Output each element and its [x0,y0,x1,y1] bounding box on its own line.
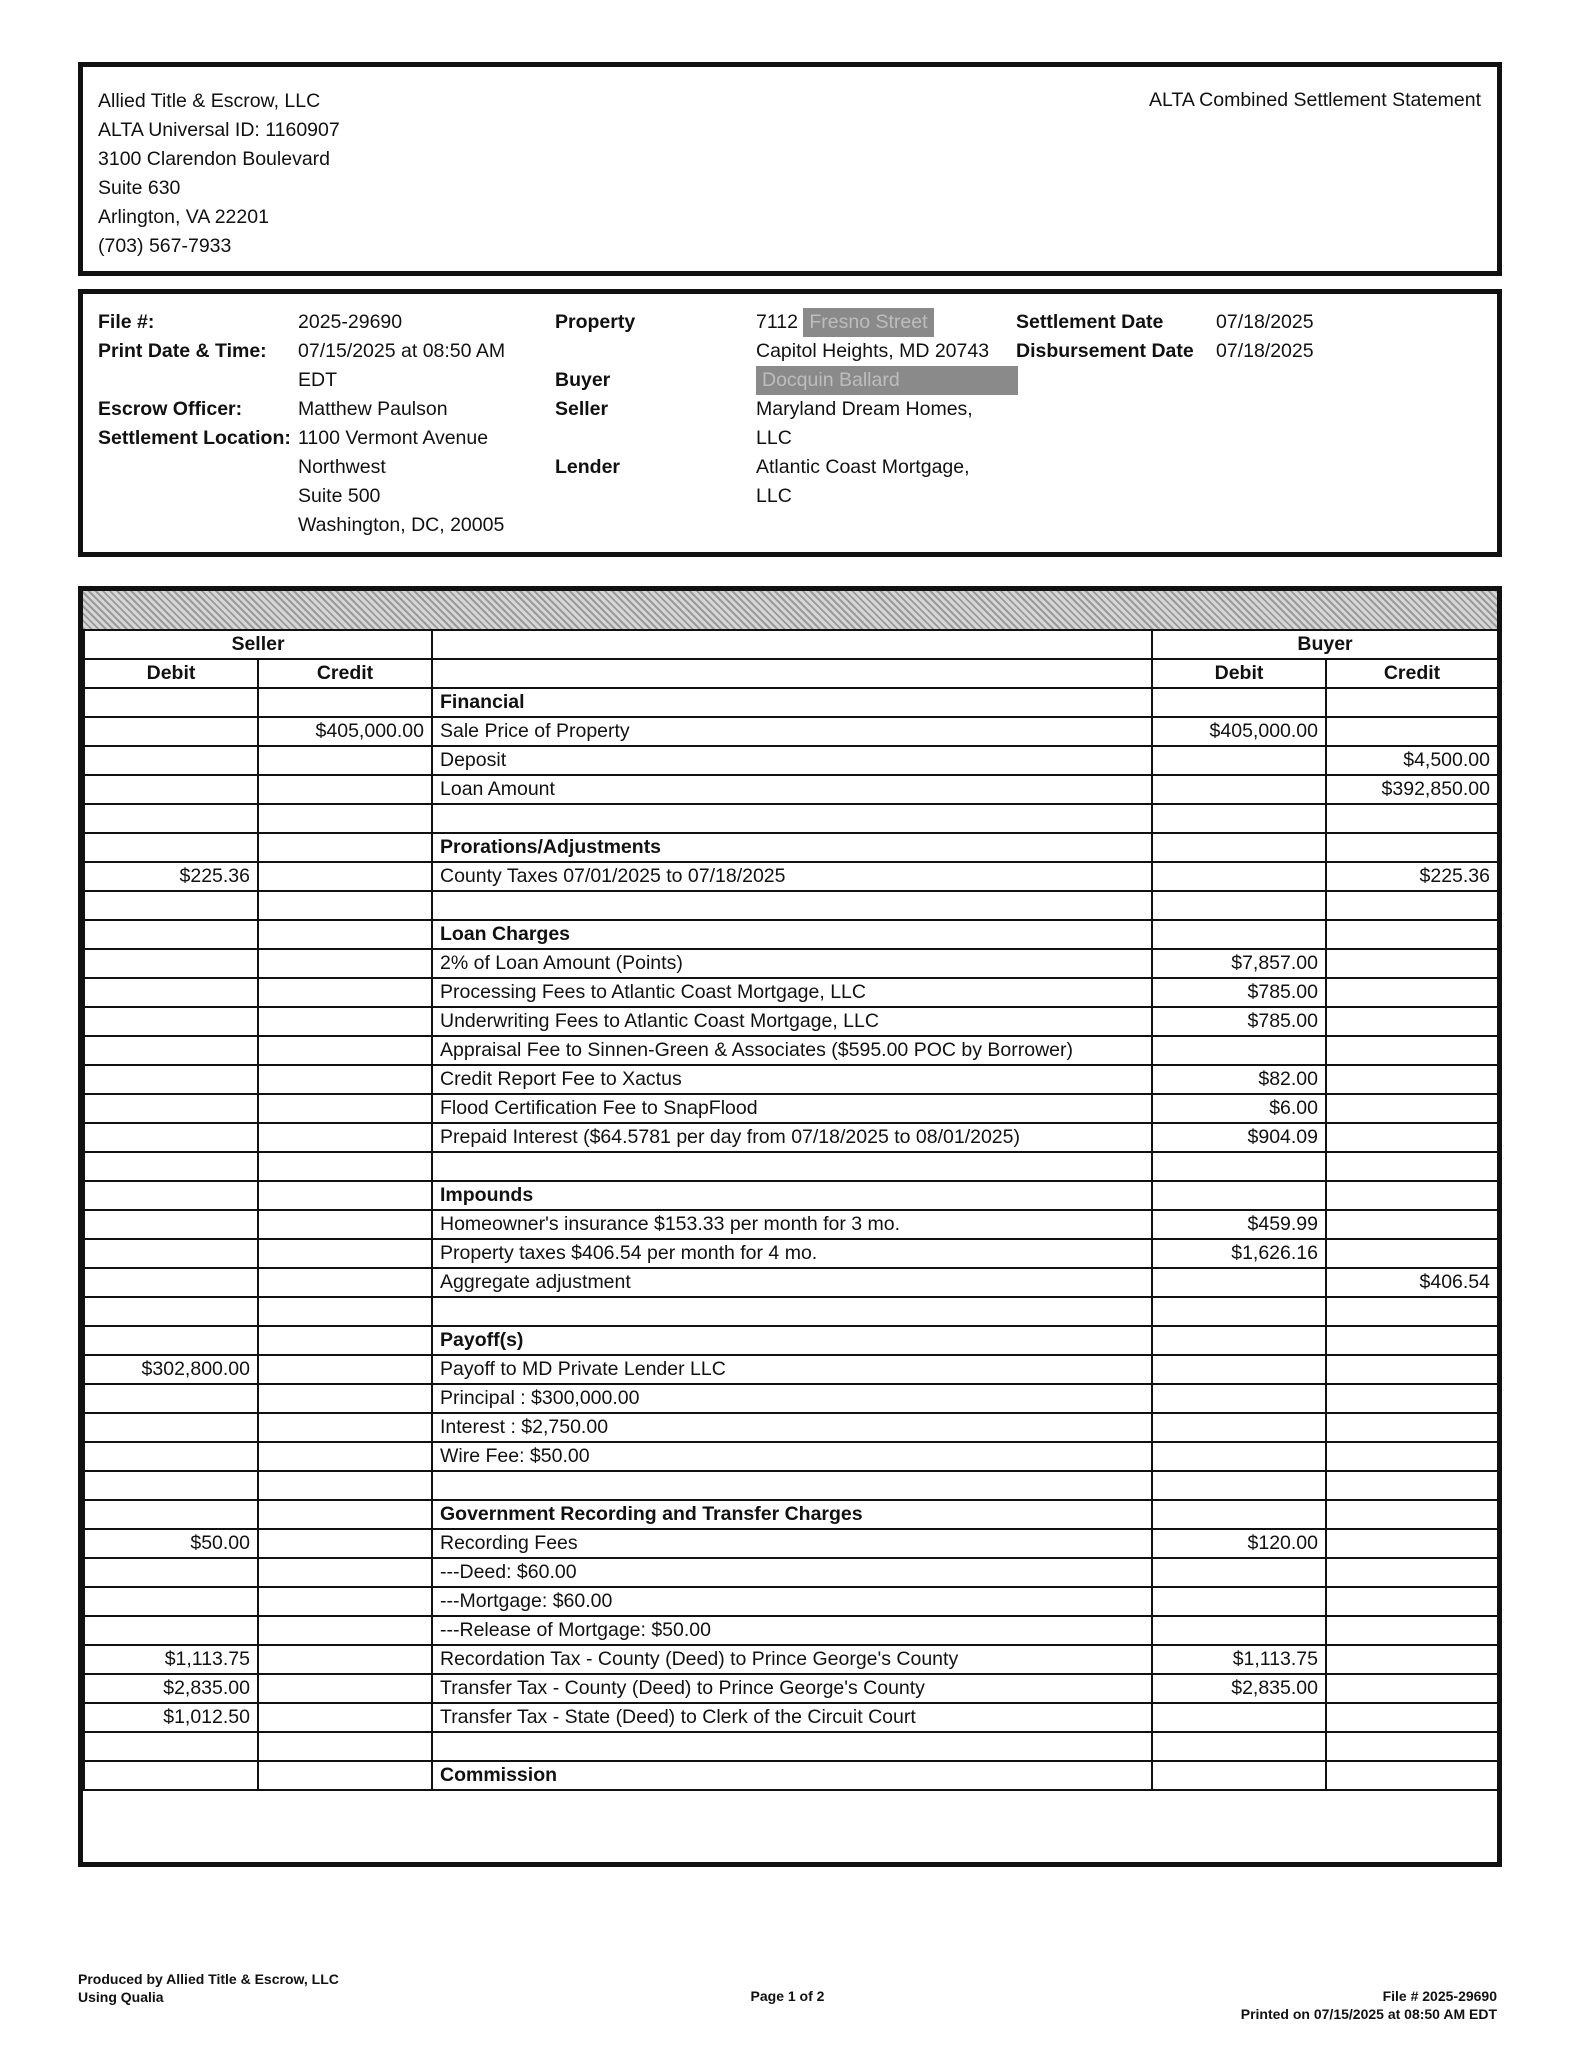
header-box [78,62,1502,276]
buyer-debit-cell: $785.00 [1152,978,1326,1007]
description-cell: Recordation Tax - County (Deed) to Prince George's County [432,1645,1152,1674]
buyer-credit-cell [1326,1587,1498,1616]
description-cell: Appraisal Fee to Sinnen-Green & Associates ($595.00 POC by Borrower) [432,1036,1152,1065]
buyer-debit-cell: $1,113.75 [1152,1645,1326,1674]
seller-debit-cell [84,1268,258,1297]
print-date-tz: EDT [298,369,337,391]
table-row [84,1036,1498,1065]
table-row [84,1152,1498,1181]
seller-debit-cell [84,920,258,949]
seller-credit-cell [258,804,432,833]
seller-debit-cell [84,1732,258,1761]
buyer-debit-cell: $785.00 [1152,1007,1326,1036]
description-cell: Processing Fees to Atlantic Coast Mortgage, LLC [432,978,1152,1007]
description-cell: Sale Price of Property [432,717,1152,746]
lender-line-1: Atlantic Coast Mortgage, [756,456,970,478]
seller-debit-cell [84,1442,258,1471]
table-row [84,1703,1498,1732]
table-row [84,746,1498,775]
table-row [84,978,1498,1007]
buyer-debit-cell [1152,1616,1326,1645]
seller-debit-cell [84,1036,258,1065]
property-number: 7112 [756,311,798,333]
seller-debit-cell [84,1413,258,1442]
buyer-debit-cell [1152,833,1326,862]
column-header-row [84,659,1498,688]
seller-credit-cell [258,1587,432,1616]
buyer-credit-cell [1326,978,1498,1007]
buyer-credit-cell [1326,891,1498,920]
alta-id: ALTA Universal ID: 1160907 [98,119,340,141]
description-cell: Loan Charges [432,920,1152,949]
seller-credit-cell [258,1268,432,1297]
info-box [78,289,1502,557]
seller-debit-cell [84,1616,258,1645]
seller-debit-cell [84,949,258,978]
description-cell: Commission [432,1761,1152,1790]
description-cell: Transfer Tax - County (Deed) to Prince George's County [432,1674,1152,1703]
table-row [84,1645,1498,1674]
description-cell [432,1732,1152,1761]
property-city: Capitol Heights, MD 20743 [756,340,990,362]
buyer-debit-cell [1152,862,1326,891]
description-cell: Credit Report Fee to Xactus [432,1065,1152,1094]
buyer-debit-cell: $405,000.00 [1152,717,1326,746]
seller-debit-cell [84,688,258,717]
buyer-debit-cell [1152,1558,1326,1587]
description-cell: Property taxes $406.54 per month for 4 mo. [432,1239,1152,1268]
settlement-location-line-2: Northwest [298,456,386,478]
buyer-credit-cell [1326,1152,1498,1181]
buyer-debit-cell [1152,775,1326,804]
document-title: ALTA Combined Settlement Statement [1148,89,1481,111]
description-cell: ---Release of Mortgage: $50.00 [432,1616,1152,1645]
description-column-header [432,659,1152,688]
buyer-credit-cell [1326,1645,1498,1674]
table-row [84,1268,1498,1297]
buyer-debit-cell [1152,1471,1326,1500]
buyer-credit-cell [1326,833,1498,862]
buyer-debit-cell [1152,920,1326,949]
seller-credit-cell [258,1007,432,1036]
description-cell: Principal : $300,000.00 [432,1384,1152,1413]
buyer-credit-cell [1326,1210,1498,1239]
disbursement-date-label: Disbursement Date [1016,340,1194,362]
section-header-row [84,920,1498,949]
seller-debit-cell [84,1297,258,1326]
table-row [84,1674,1498,1703]
seller-debit-cell [84,1471,258,1500]
buyer-credit-cell [1326,804,1498,833]
seller-debit-cell [84,1239,258,1268]
description-cell: Deposit [432,746,1152,775]
seller-debit-cell [84,1152,258,1181]
seller-credit-cell [258,1761,432,1790]
table-row [84,1297,1498,1326]
buyer-credit-cell [1326,1471,1498,1500]
table-row [84,1732,1498,1761]
table-row [84,1094,1498,1123]
escrow-officer-value: Matthew Paulson [298,398,448,420]
description-cell: Financial [432,688,1152,717]
company-address-2: Suite 630 [98,177,181,199]
buyer-credit-cell [1326,1703,1498,1732]
seller-debit-cell [84,1500,258,1529]
buyer-credit-cell [1326,1761,1498,1790]
footer-using: Using Qualia [78,1989,164,2005]
buyer-debit-cell [1152,1500,1326,1529]
description-cell: Underwriting Fees to Atlantic Coast Mortgage, LLC [432,1007,1152,1036]
seller-header: Seller [84,630,432,659]
buyer-debit-cell [1152,1036,1326,1065]
description-cell [432,1152,1152,1181]
table-row [84,1210,1498,1239]
table-row [84,717,1498,746]
table-row [84,891,1498,920]
buyer-debit-cell [1152,1761,1326,1790]
seller-debit-cell [84,1007,258,1036]
seller-credit-cell [258,688,432,717]
seller-credit-cell [258,1616,432,1645]
table-row [84,1123,1498,1152]
property-address-line-1 [756,308,934,337]
table-row [84,949,1498,978]
escrow-officer-label: Escrow Officer: [98,398,243,420]
settlement-table [83,629,1499,1791]
seller-credit-cell [258,891,432,920]
property-label: Property [555,311,636,333]
settlement-location-label: Settlement Location: [98,427,291,449]
lender-line-2: LLC [756,485,792,507]
seller-credit-cell [258,1181,432,1210]
buyer-credit-cell [1326,1355,1498,1384]
buyer-credit-cell [1326,1413,1498,1442]
buyer-debit-cell [1152,1732,1326,1761]
seller-credit-cell [258,1326,432,1355]
file-value: 2025-29690 [298,311,403,333]
buyer-debit-cell [1152,688,1326,717]
section-header-row [84,1500,1498,1529]
seller-credit-cell [258,1703,432,1732]
table-row [84,1587,1498,1616]
buyer-credit-cell [1326,1007,1498,1036]
buyer-debit-cell [1152,804,1326,833]
description-cell [432,1297,1152,1326]
settlement-date-value: 07/18/2025 [1216,311,1314,333]
buyer-debit-cell: $82.00 [1152,1065,1326,1094]
footer-page-number: Page 1 of 2 [750,1988,825,2004]
settlement-location-line-4: Washington, DC, 20005 [298,514,505,536]
table-row [84,804,1498,833]
section-header-row [84,1181,1498,1210]
seller-debit-cell [84,978,258,1007]
file-label: File #: [98,311,155,333]
company-block [98,87,340,261]
buyer-credit-cell [1326,1036,1498,1065]
buyer-credit-cell [1326,1094,1498,1123]
seller-debit-cell [84,891,258,920]
description-cell: County Taxes 07/01/2025 to 07/18/2025 [432,862,1152,891]
seller-credit-cell [258,746,432,775]
description-cell [432,891,1152,920]
settlement-location-line-3: Suite 500 [298,485,381,507]
description-cell: ---Mortgage: $60.00 [432,1587,1152,1616]
seller-credit-cell [258,1413,432,1442]
buyer-debit-cell: $7,857.00 [1152,949,1326,978]
buyer-debit-cell [1152,1413,1326,1442]
buyer-debit-cell [1152,891,1326,920]
seller-credit-cell [258,1036,432,1065]
print-date-value: 07/15/2025 at 08:50 AM [298,340,506,362]
description-cell: Recording Fees [432,1529,1152,1558]
footer-file-number: File # 2025-29690 [1382,1988,1497,2004]
table-row [84,1384,1498,1413]
lender-label: Lender [555,456,621,478]
seller-line-1: Maryland Dream Homes, [756,398,973,420]
buyer-credit-cell [1326,1384,1498,1413]
section-header-row [84,833,1498,862]
description-cell: Flood Certification Fee to SnapFlood [432,1094,1152,1123]
redacted-street: Fresno Street [803,308,933,337]
buyer-debit-cell [1152,1268,1326,1297]
seller-debit-cell: $2,835.00 [84,1674,258,1703]
table-row [84,1355,1498,1384]
buyer-label: Buyer [555,369,611,391]
company-phone: (703) 567-7933 [98,235,232,257]
buyer-credit-cell [1326,717,1498,746]
seller-credit-cell [258,1210,432,1239]
seller-credit-cell [258,1500,432,1529]
seller-debit-cell: $225.36 [84,862,258,891]
buyer-debit-cell: $1,626.16 [1152,1239,1326,1268]
buyer-credit-cell: $225.36 [1326,862,1498,891]
party-header-row [84,630,1498,659]
seller-debit-cell [84,1210,258,1239]
settlement-location-line-1: 1100 Vermont Avenue [298,427,489,449]
seller-debit-cell: $1,113.75 [84,1645,258,1674]
seller-debit-cell [84,1326,258,1355]
buyer-credit-cell [1326,1442,1498,1471]
buyer-credit-cell: $392,850.00 [1326,775,1498,804]
table-row [84,862,1498,891]
table-row [84,1065,1498,1094]
footer-file-info [1241,1987,1497,2023]
buyer-value [756,366,1018,395]
seller-credit-cell [258,775,432,804]
description-cell: Transfer Tax - State (Deed) to Clerk of the Circuit Court [432,1703,1152,1732]
description-cell: 2% of Loan Amount (Points) [432,949,1152,978]
description-header [432,630,1152,659]
seller-credit-cell [258,1355,432,1384]
settlement-table-box [78,586,1502,1867]
seller-credit-cell: $405,000.00 [258,717,432,746]
buyer-credit-cell [1326,949,1498,978]
seller-credit-cell [258,1297,432,1326]
seller-debit-cell [84,1384,258,1413]
seller-credit-cell [258,949,432,978]
buyer-debit-cell [1152,1326,1326,1355]
description-cell: Prepaid Interest ($64.5781 per day from 07/18/2025 to 08/01/2025) [432,1123,1152,1152]
table-row [84,1558,1498,1587]
description-cell: Payoff(s) [432,1326,1152,1355]
seller-debit-cell [84,717,258,746]
buyer-debit-cell [1152,1442,1326,1471]
settlement-table-body [84,630,1498,1790]
description-cell: Payoff to MD Private Lender LLC [432,1355,1152,1384]
buyer-credit-cell [1326,1326,1498,1355]
buyer-debit-cell [1152,1703,1326,1732]
seller-credit-cell [258,1065,432,1094]
table-row [84,1239,1498,1268]
buyer-debit-cell [1152,1355,1326,1384]
table-row [84,1529,1498,1558]
buyer-credit-cell [1326,1616,1498,1645]
footer-printed-on: Printed on 07/15/2025 at 08:50 AM EDT [1240,2006,1497,2022]
settlement-date-label: Settlement Date [1016,311,1164,333]
buyer-debit-cell [1152,1297,1326,1326]
description-cell: ---Deed: $60.00 [432,1558,1152,1587]
disbursement-date-value: 07/18/2025 [1216,340,1314,362]
seller-debit-header: Debit [84,659,258,688]
seller-line-2: LLC [756,427,792,449]
description-cell: Wire Fee: $50.00 [432,1442,1152,1471]
seller-label: Seller [555,398,609,420]
company-address-1: 3100 Clarendon Boulevard [98,148,331,170]
seller-debit-cell: $302,800.00 [84,1355,258,1384]
buyer-debit-cell: $120.00 [1152,1529,1326,1558]
section-header-row [84,1326,1498,1355]
seller-credit-cell [258,1674,432,1703]
seller-credit-cell [258,1152,432,1181]
buyer-credit-cell [1326,1297,1498,1326]
buyer-credit-cell [1326,1123,1498,1152]
seller-credit-cell [258,1239,432,1268]
buyer-debit-cell [1152,746,1326,775]
description-cell: Homeowner's insurance $153.33 per month for 3 mo. [432,1210,1152,1239]
table-row [84,1413,1498,1442]
footer-produced-by: Produced by Allied Title & Escrow, LLC [78,1971,339,1987]
seller-credit-cell [258,978,432,1007]
buyer-credit-cell [1326,1239,1498,1268]
seller-credit-cell [258,920,432,949]
section-header-row [84,688,1498,717]
scan-noise-band [83,591,1497,631]
description-cell: Aggregate adjustment [432,1268,1152,1297]
buyer-header: Buyer [1152,630,1498,659]
buyer-credit-cell: $4,500.00 [1326,746,1498,775]
seller-credit-cell [258,1529,432,1558]
buyer-credit-cell [1326,1065,1498,1094]
seller-credit-cell [258,862,432,891]
seller-debit-cell [84,775,258,804]
buyer-credit-cell [1326,1674,1498,1703]
seller-debit-cell: $1,012.50 [84,1703,258,1732]
buyer-credit-cell: $406.54 [1326,1268,1498,1297]
section-header-row [84,1761,1498,1790]
seller-debit-cell [84,1181,258,1210]
redacted-buyer: Docquin Ballard [756,366,1018,395]
seller-credit-cell [258,1558,432,1587]
buyer-credit-header: Credit [1326,659,1498,688]
table-row [84,1616,1498,1645]
description-cell [432,804,1152,833]
seller-credit-cell [258,1732,432,1761]
description-cell [432,1471,1152,1500]
company-name: Allied Title & Escrow, LLC [98,90,321,112]
description-cell: Loan Amount [432,775,1152,804]
buyer-debit-cell: $2,835.00 [1152,1674,1326,1703]
seller-credit-cell [258,1645,432,1674]
buyer-credit-cell [1326,1732,1498,1761]
buyer-credit-cell [1326,920,1498,949]
seller-debit-cell [84,1558,258,1587]
print-date-label: Print Date & Time: [98,340,267,362]
buyer-credit-cell [1326,1529,1498,1558]
seller-debit-cell [84,1123,258,1152]
buyer-debit-header: Debit [1152,659,1326,688]
buyer-debit-cell [1152,1384,1326,1413]
seller-credit-header: Credit [258,659,432,688]
table-row [84,1471,1498,1500]
description-cell: Interest : $2,750.00 [432,1413,1152,1442]
seller-credit-cell [258,1123,432,1152]
buyer-credit-cell [1326,688,1498,717]
seller-credit-cell [258,1471,432,1500]
description-cell: Impounds [432,1181,1152,1210]
table-row [84,775,1498,804]
buyer-debit-cell: $6.00 [1152,1094,1326,1123]
seller-debit-cell [84,833,258,862]
buyer-debit-cell: $459.99 [1152,1210,1326,1239]
seller-debit-cell [84,1587,258,1616]
buyer-credit-cell [1326,1558,1498,1587]
seller-debit-cell [84,746,258,775]
buyer-credit-cell [1326,1500,1498,1529]
seller-credit-cell [258,1094,432,1123]
buyer-debit-cell [1152,1152,1326,1181]
buyer-debit-cell [1152,1587,1326,1616]
company-city: Arlington, VA 22201 [98,206,269,228]
seller-debit-cell [84,1094,258,1123]
seller-debit-cell [84,804,258,833]
seller-debit-cell [84,1065,258,1094]
seller-debit-cell [84,1761,258,1790]
seller-credit-cell [258,1442,432,1471]
buyer-debit-cell [1152,1181,1326,1210]
seller-debit-cell: $50.00 [84,1529,258,1558]
description-cell: Government Recording and Transfer Charges [432,1500,1152,1529]
seller-credit-cell [258,833,432,862]
table-row [84,1007,1498,1036]
seller-credit-cell [258,1384,432,1413]
buyer-debit-cell: $904.09 [1152,1123,1326,1152]
table-row [84,1442,1498,1471]
buyer-credit-cell [1326,1181,1498,1210]
description-cell: Prorations/Adjustments [432,833,1152,862]
